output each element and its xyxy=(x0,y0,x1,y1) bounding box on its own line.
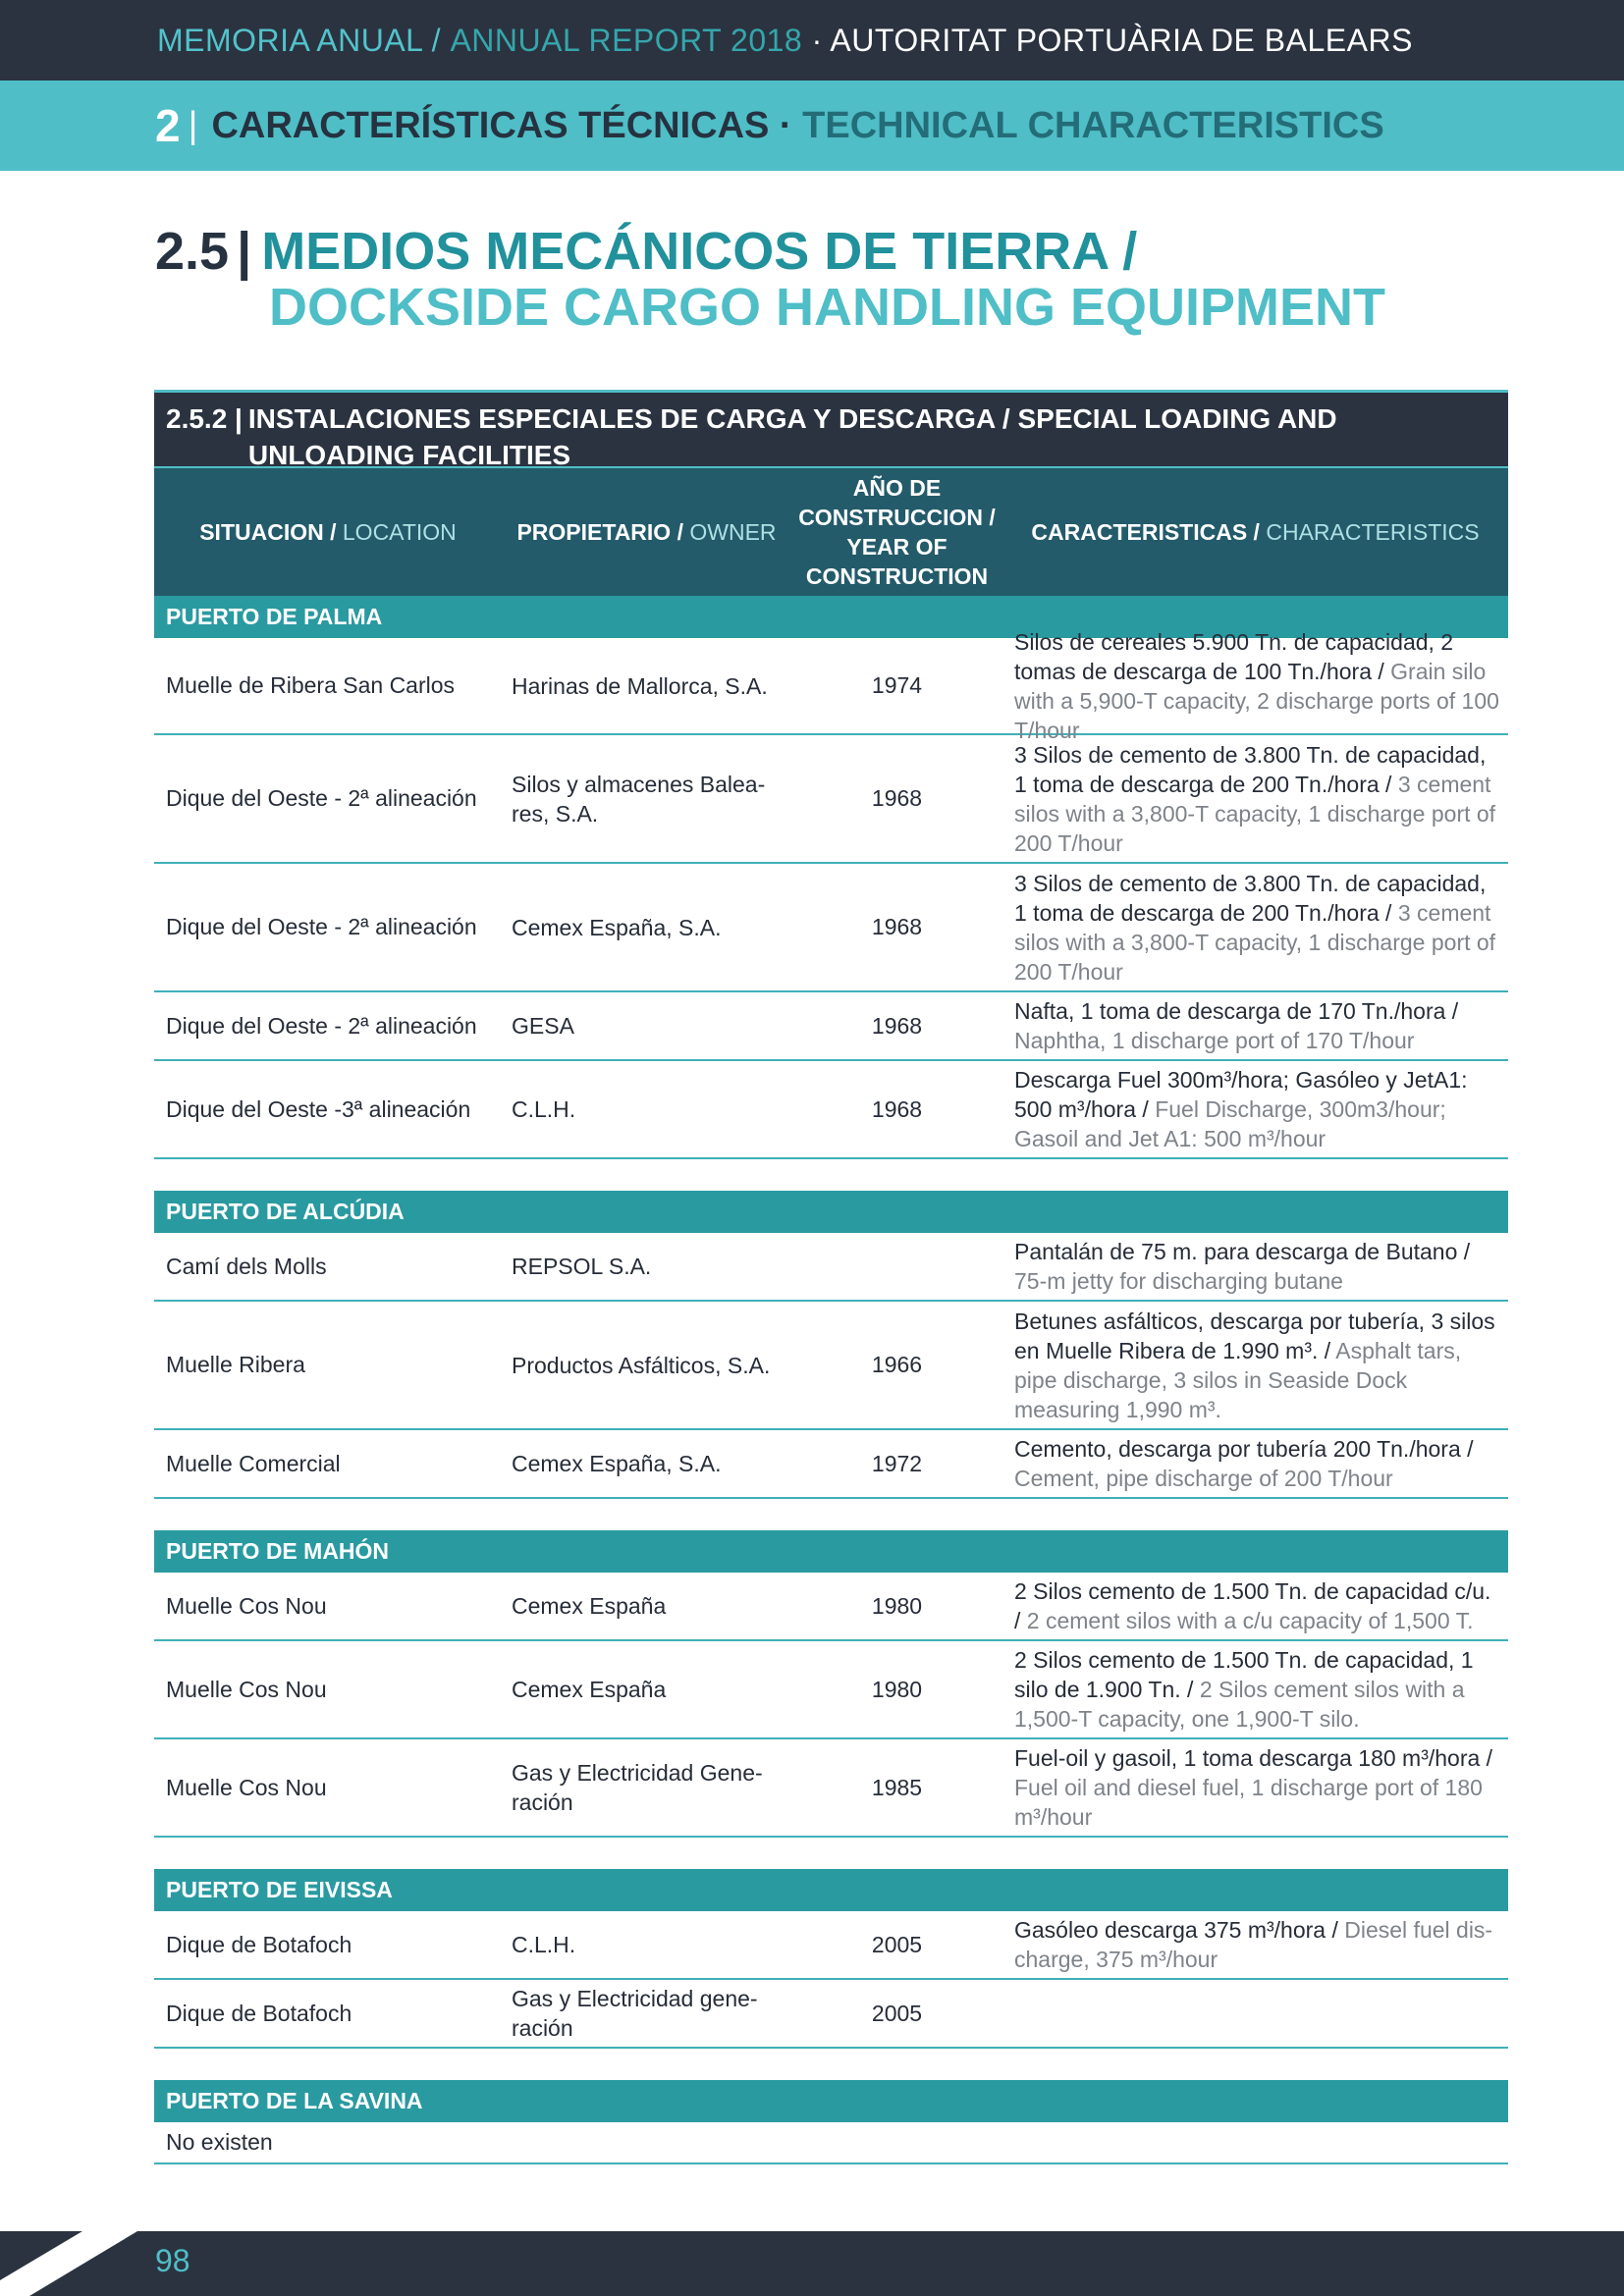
table-row xyxy=(154,1980,1508,2049)
table-code: 2.5.2 | xyxy=(166,403,243,434)
characteristics-es: Silos de cereales 5.900 Tn. de capacidad, 2 tomas de descarga de 100 Tn./hora / xyxy=(1014,628,1454,684)
cell-characteristics xyxy=(1002,869,1508,987)
cell-characteristics xyxy=(1002,1307,1508,1424)
header-owner: PROPIETARIO / OWNER xyxy=(516,519,777,545)
table-row xyxy=(154,1911,1508,1980)
header-characteristics: CARACTERISTICAS / CHARACTERISTICS xyxy=(1031,519,1480,545)
header-es: MEMORIA ANUAL / xyxy=(157,22,442,58)
section-number: 2.5 xyxy=(155,222,230,281)
group-header: PUERTO DE ALCÚDIA xyxy=(154,1191,1508,1233)
characteristics-en: 2 Silos cement silos with a 1,500-T capacity, one 1,900-T silo. xyxy=(1014,1677,1465,1732)
cell-location: Muelle de Ribera San Carlos xyxy=(166,672,456,698)
characteristics-en: 3 cement silos with a 3,800-T capacity, 1 discharge port of 200 T/hour xyxy=(1014,771,1496,856)
group-spacer xyxy=(154,1838,1508,1869)
characteristics-es: 2 Silos cemento de 1.500 Tn. de capacidad c/u. / xyxy=(1014,1578,1491,1633)
characteristics-es: Cemento, descarga por tubería 200 Tn./hora / xyxy=(1014,1436,1474,1462)
cell-year: 1985 xyxy=(871,1774,923,1800)
characteristics-en: Fuel Discharge, 300m3/hour; Gasoil and Jet A1: 500 m³/hour xyxy=(1014,1096,1446,1151)
group-header: PUERTO DE LA SAVINA xyxy=(154,2080,1508,2122)
table-row xyxy=(154,628,1508,743)
header-org: · AUTORITAT PORTUÀRIA DE BALEARS xyxy=(811,22,1413,58)
cell-owner: Cemex España xyxy=(512,1677,667,1702)
characteristics-es: 2 Silos cemento de 1.500 Tn. de capacidad, 1 silo de 1.900 Tn. / xyxy=(1014,1647,1474,1702)
cell-location: Muelle Cos Nou xyxy=(166,1774,327,1800)
table-row xyxy=(154,864,1508,992)
report-header xyxy=(0,0,1624,80)
cell-location: Camí dels Molls xyxy=(166,1253,327,1279)
cell-location: Dique del Oeste -3ª alineación xyxy=(166,1095,471,1122)
section-title xyxy=(155,224,1385,336)
table-row xyxy=(154,992,1508,1061)
characteristics-es: Betunes asfálticos, descarga por tubería, 3 silos en Muelle Ribera de 1.990 m³. / xyxy=(1014,1308,1495,1363)
cell-year: 1972 xyxy=(871,1450,923,1476)
cell-owner: GESA xyxy=(512,1013,574,1039)
characteristics-en: Naphtha, 1 discharge port of 170 T/hour xyxy=(1014,1028,1415,1053)
cell-characteristics xyxy=(1002,1645,1508,1734)
facilities-table xyxy=(154,390,1508,2164)
cell-characteristics xyxy=(1002,1576,1508,1635)
cell-location: Muelle Cos Nou xyxy=(166,1592,327,1619)
characteristics-en: 3 cement silos with a 3,800-T capacity, 1 discharge port of 200 T/hour xyxy=(1014,899,1496,985)
cell-owner: Harinas de Mallorca, S.A. xyxy=(512,672,768,699)
cell-characteristics xyxy=(1002,1065,1508,1153)
cell-owner: REPSOL S.A. xyxy=(512,1254,652,1279)
cell-owner: Cemex España xyxy=(512,1593,667,1619)
cell-location: Dique del Oeste - 2ª alineación xyxy=(166,914,477,939)
cell-year: 1980 xyxy=(871,1592,923,1619)
cell-location: No existen xyxy=(166,2129,273,2155)
cell-characteristics xyxy=(1002,1434,1508,1493)
characteristics-es: Nafta, 1 toma de descarga de 170 Tn./hora / xyxy=(1014,998,1459,1024)
table-row xyxy=(154,1641,1508,1739)
chapter-title-es: CARACTERÍSTICAS TÉCNICAS · xyxy=(211,104,792,146)
cell-owner: Gas y Electricidad gene-ración xyxy=(512,1986,758,2041)
chapter-number: 2 xyxy=(155,100,181,151)
cell-characteristics xyxy=(1002,1237,1508,1296)
cell-owner: C.L.H. xyxy=(512,1932,576,1957)
table-row xyxy=(154,1061,1508,1159)
footer-stripe-decoration xyxy=(0,2231,137,2296)
characteristics-es: 3 Silos de cemento de 3.800 Tn. de capacidad, 1 toma de descarga de 200 Tn./hora / xyxy=(1014,870,1487,926)
cell-year: 1974 xyxy=(871,672,923,698)
cell-owner: Cemex España, S.A. xyxy=(512,914,722,940)
cell-owner: Silos y almacenes Balea-res, S.A. xyxy=(512,771,766,827)
cell-location: Dique de Botafoch xyxy=(166,1931,352,1957)
table-row xyxy=(154,1573,1508,1641)
table-header-row xyxy=(154,466,1508,596)
cell-location: Muelle Ribera xyxy=(166,1352,305,1377)
table-row xyxy=(154,1302,1508,1430)
cell-characteristics xyxy=(1002,996,1508,1055)
cell-year: 1966 xyxy=(871,1352,923,1377)
cell-year: 1968 xyxy=(871,1012,923,1039)
cell-year: 2005 xyxy=(871,1931,923,1957)
table-body xyxy=(154,596,1508,2164)
chapter-separator: | xyxy=(188,104,198,146)
characteristics-en: 2 cement silos with a c/u capacity of 1,500 T. xyxy=(1026,1608,1474,1633)
header-en: ANNUAL REPORT 2018 xyxy=(450,22,803,58)
cell-year: 1968 xyxy=(871,914,923,939)
table-row xyxy=(154,1739,1508,1838)
chapter-header xyxy=(0,80,1624,171)
characteristics-en: 75-m jetty for discharging butane xyxy=(1014,1268,1343,1294)
cell-year: 1980 xyxy=(871,1676,923,1702)
footer-bar xyxy=(0,2231,1624,2296)
cell-characteristics xyxy=(1002,740,1508,858)
characteristics-en: Diesel fuel dis-charge, 375 m³/hour xyxy=(1014,1917,1493,1972)
section-title-en: DOCKSIDE CARGO HANDLING EQUIPMENT xyxy=(269,278,1386,337)
characteristics-es: Descarga Fuel 300m³/hora; Gasóleo y JetA1: 500 m³/hora / xyxy=(1014,1067,1468,1122)
cell-year: 1968 xyxy=(871,1095,923,1122)
group-spacer xyxy=(154,1159,1508,1191)
section-title-es: MEDIOS MECÁNICOS DE TIERRA / xyxy=(261,222,1138,281)
table-row xyxy=(154,2122,1508,2164)
cell-location: Dique de Botafoch xyxy=(166,2000,352,2026)
cell-owner: Cemex España, S.A. xyxy=(512,1451,722,1476)
page-number: 98 xyxy=(155,2243,190,2278)
group-header: PUERTO DE EIVISSA xyxy=(154,1869,1508,1911)
cell-owner: Gas y Electricidad Gene-ración xyxy=(512,1760,763,1815)
header-year: AÑO DE CONSTRUCCION / YEAR OF CONSTRUCTION xyxy=(798,475,996,589)
chapter-title-en: TECHNICAL CHARACTERISTICS xyxy=(802,104,1384,146)
cell-year: 2005 xyxy=(871,2000,923,2026)
cell-characteristics xyxy=(1002,1915,1508,1974)
group-header: PUERTO DE PALMA xyxy=(154,596,1508,638)
group-header: PUERTO DE MAHÓN xyxy=(154,1530,1508,1573)
cell-year: 1968 xyxy=(871,785,923,811)
cell-location: Muelle Cos Nou xyxy=(166,1676,327,1702)
header-location: SITUACION / LOCATION xyxy=(199,519,457,545)
section-separator: | xyxy=(237,222,252,281)
table-row xyxy=(154,1233,1508,1302)
cell-location: Dique del Oeste - 2ª alineación xyxy=(166,785,477,811)
table-title xyxy=(154,390,1508,470)
table-row xyxy=(154,735,1508,864)
cell-location: Dique del Oeste - 2ª alineación xyxy=(166,1012,477,1039)
table-title-text: INSTALACIONES ESPECIALES DE CARGA Y DESCARGA / SPECIAL LOADING AND UNLOADING FACILITIES xyxy=(247,403,1337,470)
characteristics-es: Pantalán de 75 m. para descarga de Butano / xyxy=(1014,1239,1471,1264)
cell-location: Muelle Comercial xyxy=(166,1450,341,1476)
table-row xyxy=(154,1430,1508,1499)
characteristics-en: Grain silo with a 5,900-T capacity, 2 discharge ports of 100 T/hour xyxy=(1014,658,1499,743)
characteristics-en: Cement, pipe discharge of 200 T/hour xyxy=(1014,1466,1393,1491)
characteristics-es: 3 Silos de cemento de 3.800 Tn. de capacidad, 1 toma de descarga de 200 Tn./hora / xyxy=(1014,741,1487,797)
characteristics-es: Gasóleo descarga 375 m³/hora / xyxy=(1014,1917,1338,1943)
group-spacer xyxy=(154,2049,1508,2080)
group-spacer xyxy=(154,1499,1508,1530)
cell-characteristics xyxy=(1002,627,1508,745)
cell-owner: C.L.H. xyxy=(512,1096,576,1122)
characteristics-es: Fuel-oil y gasoil, 1 toma descarga 180 m³/hora / xyxy=(1014,1745,1493,1771)
characteristics-en: Fuel oil and diesel fuel, 1 discharge port of 180 m³/hour xyxy=(1014,1775,1483,1830)
characteristics-en: Asphalt tars, pipe discharge, 3 silos in Seaside Dock measuring 1,990 m³. xyxy=(1014,1337,1462,1422)
cell-characteristics xyxy=(1002,1743,1508,1832)
cell-owner: Productos Asfálticos, S.A. xyxy=(512,1352,771,1378)
